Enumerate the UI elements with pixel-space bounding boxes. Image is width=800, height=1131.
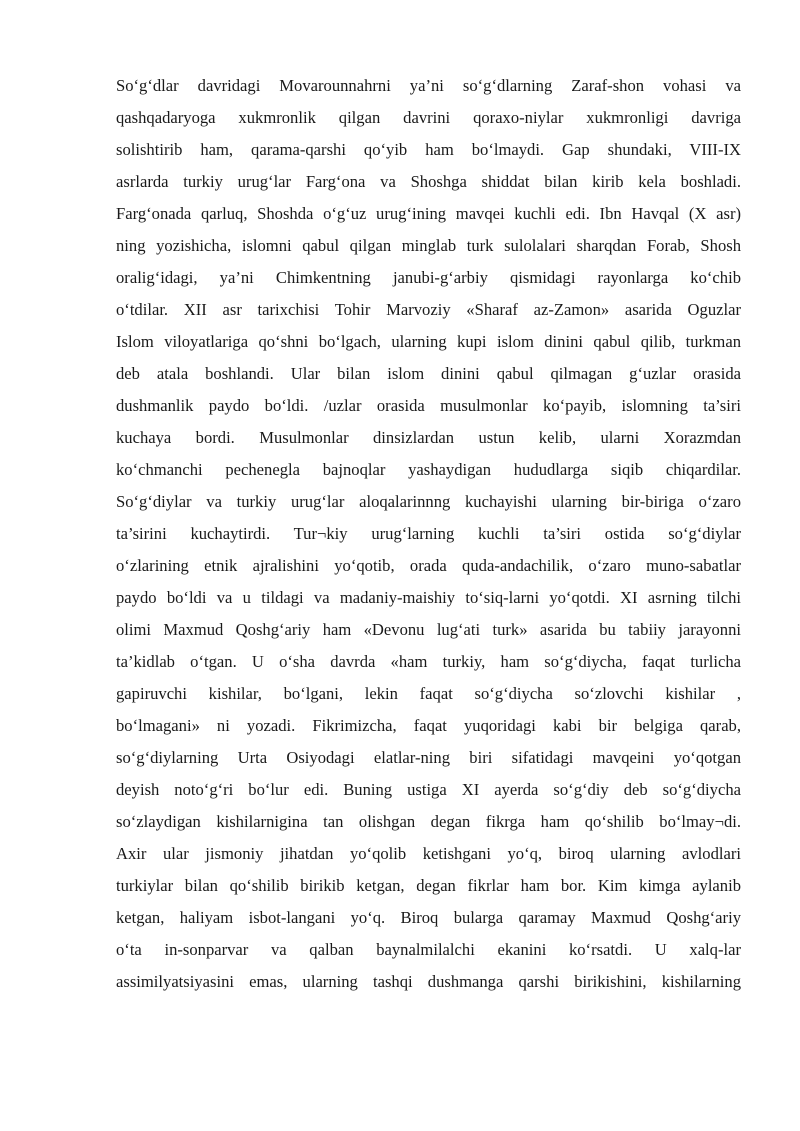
text-line: So‘g‘dlar davridagi Movarounnahrni ya’ni so‘g‘dlarning Zaraf-shon vohasi va [116, 76, 741, 95]
text-line: asrlarda turkiy urug‘lar Farg‘ona va Shoshga shiddat bilan kirib kela boshladi. [116, 172, 741, 192]
text-line: dushmanlik paydo bo‘ldi. /uzlar orasida musulmonlar ko‘payib, islomning ta’siri [116, 396, 741, 416]
text-line: kuchaya bordi. Musulmonlar dinsizlardan ustun kelib, ularni Xorazmdan [116, 428, 741, 448]
text-line: o‘zlarining etnik ajralishini yo‘qotib, orada quda-andachilik, o‘zaro muno-sabatlar [116, 556, 741, 576]
text-line: gapiruvchi kishilar, bo‘lgani, lekin faqat so‘g‘diycha so‘zlovchi kishilar , [116, 684, 741, 704]
text-line: ta’sirini kuchaytirdi. Tur¬kiy urug‘larning kuchli ta’siri ostida so‘g‘diylar [116, 524, 741, 544]
text-line: ta’kidlab o‘tgan. U o‘sha davrda «ham turkiy, ham so‘g‘diycha, faqat turlicha [116, 652, 741, 672]
text-line: Islom viloyatlariga qo‘shni bo‘lgach, ularning kupi islom dinini qabul qilib, turkman [116, 332, 741, 352]
text-line: so‘g‘diylarning Urta Osiyodagi elatlar-ning biri sifatidagi mavqeini yo‘qotgan [116, 748, 741, 768]
text-line: qashqadaryoga xukmronlik qilgan davrini qoraxo-niylar xukmronligi davriga [116, 108, 741, 128]
text-line: Farg‘onada qarluq, Shoshda o‘g‘uz urug‘ining mavqei kuchli edi. Ibn Havqal (X asr) [116, 204, 741, 224]
text-line: ko‘chmanchi pechenegla bajnoqlar yashaydigan hududlarga siqib chiqardilar. [116, 460, 741, 480]
text-line: o‘ta in-sonparvar va qalban baynalmilalchi ekanini ko‘rsatdi. U xalq-lar [116, 940, 741, 960]
body-text [116, 70, 741, 998]
text-line: ketgan, haliyam isbot-langani yo‘q. Biroq bularga qaramay Maxmud Qoshg‘ariy [116, 908, 741, 928]
text-line: oralig‘idagi, ya’ni Chimkentning janubi-g‘arbiy qismidagi rayonlarga ko‘chib [116, 268, 741, 288]
text-line: solishtirib ham, qarama-qarshi qo‘yib ham bo‘lmaydi. Gap shundaki, VIII-IX [116, 140, 741, 160]
text-line: So‘g‘diylar va turkiy urug‘lar aloqalarinnng kuchayishi ularning bir-biriga o‘zaro [116, 492, 741, 512]
text-line: turkiylar bilan qo‘shilib birikib ketgan, degan fikrlar ham bor. Kim kimga aylanib [116, 876, 741, 896]
text-line: deb atala boshlandi. Ular bilan islom dinini qabul qilmagan g‘uzlar orasida [116, 364, 741, 384]
text-line: so‘zlaydigan kishilarnigina tan olishgan degan fikrga ham qo‘shilib bo‘lmay¬di. [116, 812, 741, 832]
text-line: paydo bo‘ldi va u tildagi va madaniy-maishiy to‘siq-larni yo‘qotdi. XI asrning tilchi [116, 588, 741, 608]
text-line: o‘tdilar. XII asr tarixchisi Tohir Marvoziy «Sharaf az-Zamon» asarida Oguzlar [116, 300, 741, 320]
text-line: assimilyatsiyasini emas, ularning tashqi dushmanga qarshi birikishini, kishilarning [116, 972, 741, 992]
text-line: Axir ular jismoniy jihatdan yo‘qolib ketishgani yo‘q, biroq ularning avlodlari [116, 844, 741, 864]
text-line: olimi Maxmud Qoshg‘ariy ham «Devonu lug‘ati turk» asarida bu tabiiy jarayonni [116, 620, 741, 640]
text-line: deyish noto‘g‘ri bo‘lur edi. Buning ustiga XI ayerda so‘g‘diy deb so‘g‘diycha [116, 780, 741, 800]
text-line: ning yozishicha, islomni qabul qilgan minglab turk sulolalari sharqdan Forab, Shosh [116, 236, 741, 256]
text-line: bo‘lmagani» ni yozadi. Fikrimizcha, faqat yuqoridagi kabi bir belgiga qarab, [116, 716, 741, 736]
